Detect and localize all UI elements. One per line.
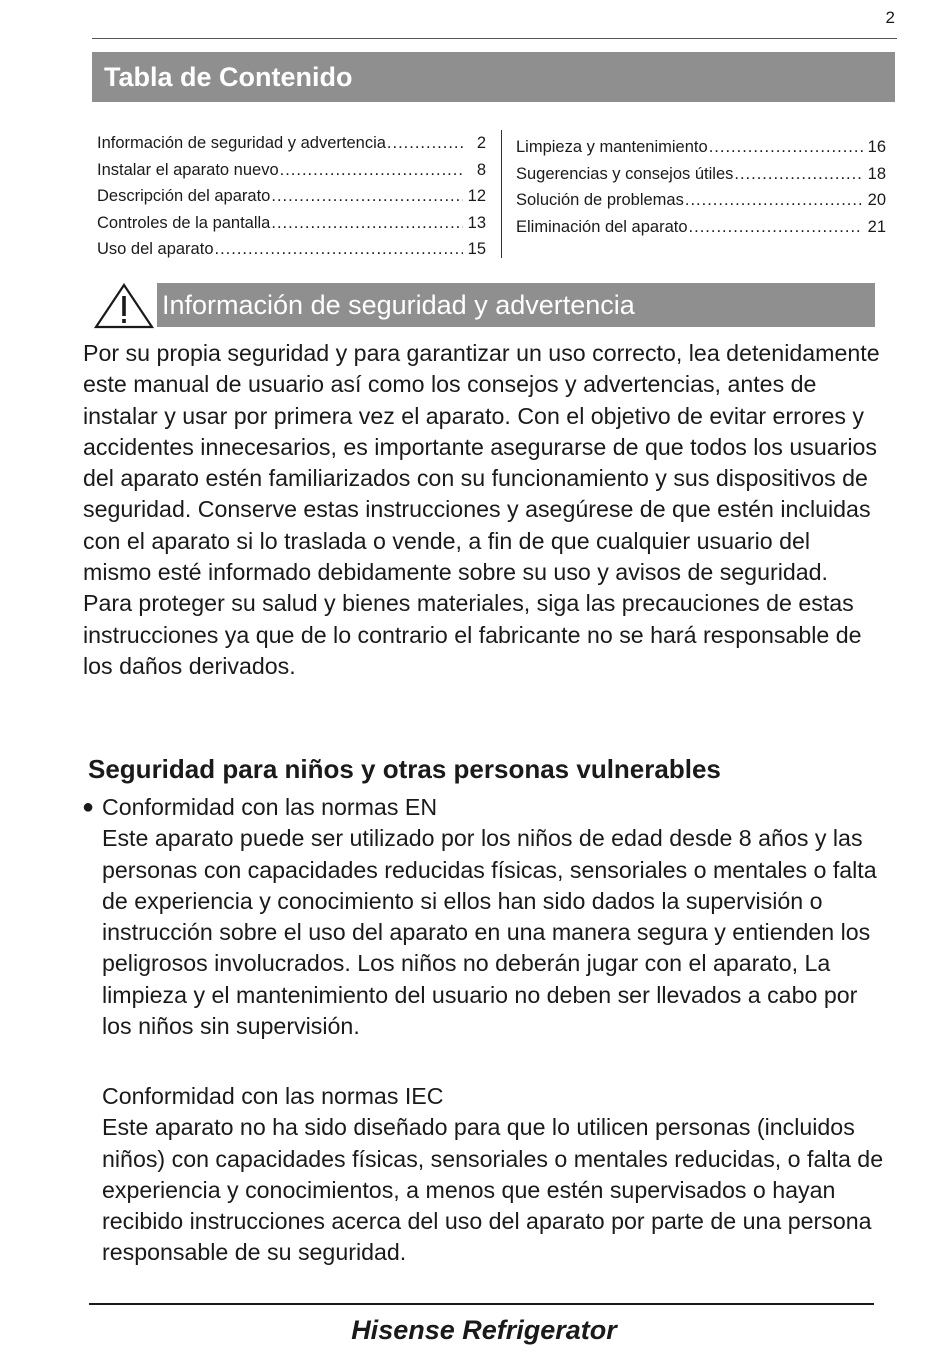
toc-entry-page: 8 xyxy=(476,160,486,179)
footer-rule xyxy=(89,1303,874,1305)
toc-entry-title: Información de seguridad y advertencia xyxy=(97,134,386,152)
toc-entry-page: 15 xyxy=(467,240,486,258)
safety-banner xyxy=(157,283,875,327)
page-number: 2 xyxy=(885,8,895,27)
toc-divider xyxy=(501,130,502,258)
toc-entry-title: Eliminación del aparato xyxy=(516,217,688,236)
bullet-dot-icon: ● xyxy=(82,796,95,818)
bullet-iec-standards xyxy=(102,1081,887,1269)
toc-entry-title: Uso del aparato xyxy=(97,240,214,258)
toc-entry-title: Descripción del aparato xyxy=(97,187,271,205)
toc-entry[interactable] xyxy=(516,187,886,214)
toc-entry-title: Controles de la pantalla xyxy=(97,213,271,232)
toc-entry[interactable] xyxy=(97,210,486,237)
toc-entry[interactable] xyxy=(97,236,486,263)
toc-leader xyxy=(271,210,463,237)
toc-leader xyxy=(685,187,863,214)
toc-entry-page: 18 xyxy=(867,164,886,183)
bullet-en-standards xyxy=(82,792,887,1042)
toc-entry-page: 21 xyxy=(867,217,886,236)
toc-entry-page: 2 xyxy=(476,134,486,152)
toc-banner xyxy=(92,52,895,102)
toc-leader xyxy=(215,236,464,263)
toc-column-right xyxy=(516,134,886,240)
toc-entry-title: Limpieza y mantenimiento xyxy=(516,138,708,156)
toc-leader xyxy=(734,161,863,188)
warning-triangle-icon xyxy=(94,283,154,329)
toc-leader xyxy=(689,214,863,241)
toc-entry-page: 20 xyxy=(867,191,886,209)
header-rule xyxy=(92,38,897,39)
toc-leader xyxy=(280,157,463,184)
toc-entry[interactable] xyxy=(97,157,486,184)
toc-entry-title: Sugerencias y consejos útiles xyxy=(516,164,734,183)
footer-brand: Hisense Refrigerator xyxy=(351,1315,617,1345)
toc-entry-page: 12 xyxy=(467,187,486,205)
toc-entry[interactable] xyxy=(97,130,486,157)
toc-title: Tabla de Contenido xyxy=(104,62,353,92)
toc-entry-page: 16 xyxy=(867,138,886,156)
toc-leader xyxy=(271,183,463,210)
bullet-text: Este aparato no ha sido diseñado para que lo utilicen personas (incluidos niños) con capacidades físicas, sensoriales o mentales reducidas, o falta de experiencia y conocimientos, a menos que estén supervisados o hayan recibido instrucciones acerca del uso del aparato por parte de una persona responsable de su seguridad. xyxy=(102,1114,884,1266)
toc-entry[interactable] xyxy=(516,161,886,188)
toc-entry[interactable] xyxy=(97,183,486,210)
toc-entry-title: Solución de problemas xyxy=(516,191,684,209)
table-of-contents xyxy=(97,130,897,264)
toc-entry-title: Instalar el aparato nuevo xyxy=(97,160,279,179)
toc-leader xyxy=(709,134,863,161)
bullet-heading: Conformidad con las normas EN xyxy=(102,794,438,820)
toc-entry-page: 13 xyxy=(467,213,486,232)
safety-intro-paragraph: Por su propia seguridad y para garantizar un uso correcto, lea detenidamente este manual de usuario así como los consejos y advertencias, antes de instalar y usar por primera vez el aparato. Con el objetivo de evitar errores y accidentes innecesarios, es importante asegurarse de que todos los usuarios del aparato estén familiarizados con su funcionamiento y sus dispositivos de seguridad. Conserve estas instrucciones y asegúrese de que estén incluidas con el aparato si lo traslada o vende, a fin de que cualquier usuario del mismo esté informado debidamente sobre su uso y avisos de seguridad. Para proteger su salud y bienes materiales, siga las precauciones de estas instrucciones ya que de lo contrario el fabricante no se hará responsable de los daños derivados. xyxy=(83,340,880,679)
safety-title: Información de seguridad y advertencia xyxy=(162,290,635,320)
toc-entry[interactable] xyxy=(516,134,886,161)
toc-leader xyxy=(387,130,463,157)
subsection-title: Seguridad para niños y otras personas vulnerables xyxy=(88,754,721,784)
bullet-heading: Conformidad con las normas IEC xyxy=(102,1083,444,1109)
toc-entry[interactable] xyxy=(516,214,886,241)
toc-column-left xyxy=(97,130,486,263)
bullet-text: Este aparato puede ser utilizado por los niños de edad desde 8 años y las personas con capacidades reducidas físicas, sensoriales o mentales o falta de experiencia y conocimiento si ellos han sido dados la supervisión o instrucción sobre el uso del aparato en una manera segura y entienden los peligrosos involucrados. Los niños no deberán jugar con el aparato, La limpieza y el mantenimiento del usuario no deben ser llevados a cabo por los niños sin supervisión. xyxy=(102,825,877,1040)
